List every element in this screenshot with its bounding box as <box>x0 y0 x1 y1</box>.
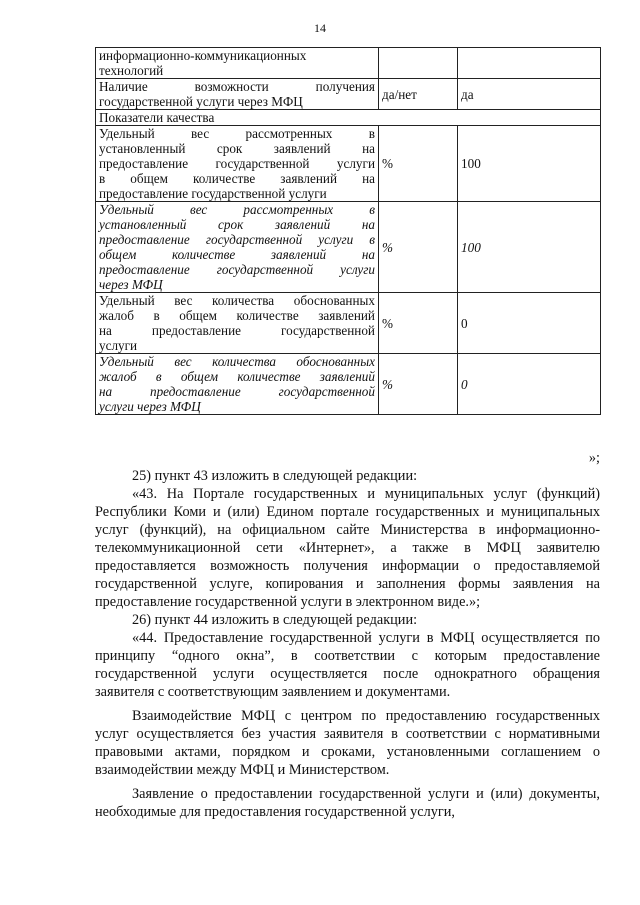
indicator-name-line: государственной услуги через МФЦ <box>99 94 303 109</box>
indicator-name-line: на предоставление государственной <box>99 323 375 338</box>
indicator-name-line: через МФЦ <box>99 277 163 292</box>
indicator-value: 0 <box>458 293 601 354</box>
document-body <box>95 449 600 821</box>
paragraph-43: «43. На Портале государственных и муниципальных услуг (функций) Республики Коми и (или) Едином портале государственных и муниципальных услуг (функций), на официальном сайте Министерства в информационно-телекоммуникационной сети «Интернет», а также в МФЦ заявителю предоставляется возможность получения информации о предоставляемой государственной услуге, копирования и заполнения формы заявления на предоставление государственной услуги в электронном виде.»; <box>95 486 600 610</box>
paragraph-application: Заявление о предоставлении государственной услуги и (или) документы, необходимые для предоставления государственной услуги, <box>95 786 600 820</box>
table-row <box>96 354 601 415</box>
paragraph-25: 25) пункт 43 изложить в следующей редакции: <box>132 468 418 484</box>
indicator-name-line: жалоб в общем количестве заявлений <box>99 308 375 323</box>
indicator-unit: % <box>379 293 458 354</box>
indicator-value: да <box>458 79 601 110</box>
table-row <box>96 202 601 293</box>
indicator-value: 100 <box>458 202 601 293</box>
indicator-unit: % <box>379 354 458 415</box>
indicator-name-line: предоставление государственной услуги <box>99 156 375 171</box>
indicator-name-line: предоставление государственной услуги <box>99 262 375 277</box>
indicator-name-line: установленный срок заявлений на <box>99 141 375 156</box>
indicator-name-line: жалоб в общем количестве заявлений <box>99 369 375 384</box>
table-row <box>96 126 601 202</box>
table-row <box>96 293 601 354</box>
indicator-name <box>96 293 379 354</box>
closing-quote: »; <box>588 450 600 466</box>
indicator-name <box>96 354 379 415</box>
indicator-name <box>96 48 379 79</box>
indicator-unit: % <box>379 202 458 293</box>
indicator-name <box>96 79 379 110</box>
indicator-name <box>96 126 379 202</box>
indicator-value <box>458 48 601 79</box>
indicator-name-line: на предоставление государственной <box>99 384 375 399</box>
indicator-value: 0 <box>458 354 601 415</box>
indicator-name-line: предоставление государственной услуги в <box>99 232 375 247</box>
indicator-unit: % <box>379 126 458 202</box>
indicator-name-line: Удельный вес количества обоснованных <box>99 354 375 369</box>
indicator-name-line: информационно-коммуникационных <box>99 48 307 63</box>
indicator-name-line: услуги <box>99 338 138 353</box>
section-header: Показатели качества <box>96 110 601 126</box>
quality-indicators-table <box>95 47 601 415</box>
indicator-name-line: услуги через МФЦ <box>99 399 201 414</box>
indicator-name-line: Удельный вес рассмотренных в <box>99 202 375 217</box>
table-body <box>96 48 601 415</box>
paragraph-interaction: Взаимодействие МФЦ с центром по предоставлению государственных услуг осуществляется без участия заявителя в соответствии с нормативными правовыми актами, порядком и сроками, установленными соглашением о взаимодействии между МФЦ и Министерством. <box>95 708 600 778</box>
indicator-name-line: установленный срок заявлений на <box>99 217 375 232</box>
indicator-name-line: технологий <box>99 63 164 78</box>
indicator-name-line: предоставление государственной услуги <box>99 186 327 201</box>
paragraph-26: 26) пункт 44 изложить в следующей редакции: <box>132 612 418 628</box>
indicator-name <box>96 202 379 293</box>
indicator-name-line: в общем количестве заявлений на <box>99 171 375 186</box>
table-row <box>96 79 601 110</box>
indicator-value: 100 <box>458 126 601 202</box>
indicator-name-line: Удельный вес количества обоснованных <box>99 293 375 308</box>
indicator-name-line: Удельный вес рассмотренных в <box>99 126 375 141</box>
table-row <box>96 110 601 126</box>
paragraph-44: «44. Предоставление государственной услуги в МФЦ осуществляется по принципу “одного окна”, в соответствии с которым предоставление государственной услуги осуществляется после однократного обращения заявителя с соответствующим заявлением и документами. <box>95 630 600 700</box>
table-row <box>96 48 601 79</box>
page-number: 14 <box>314 21 326 35</box>
indicator-unit <box>379 48 458 79</box>
indicator-name-line: общем количестве заявлений на <box>99 247 375 262</box>
indicator-unit: да/нет <box>379 79 458 110</box>
indicator-name-line: Наличие возможности получения <box>99 79 375 94</box>
